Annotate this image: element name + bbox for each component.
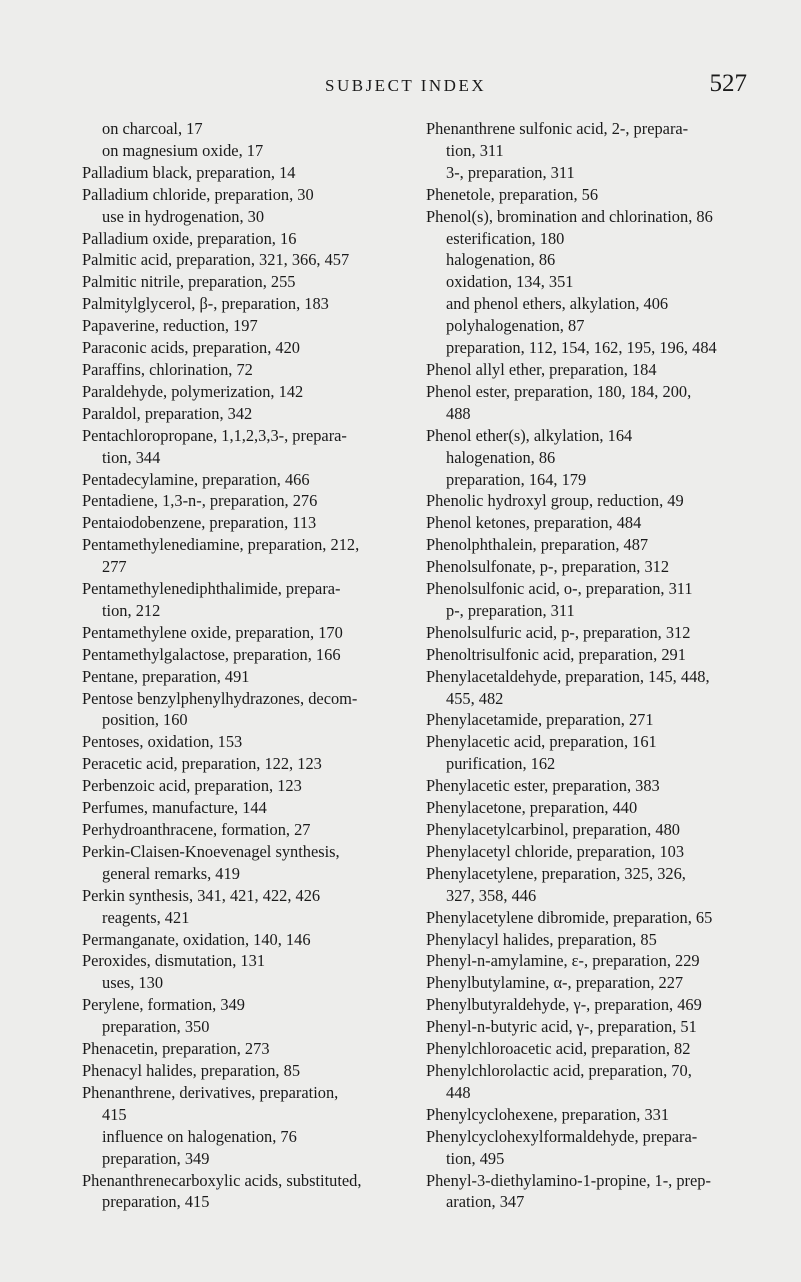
index-entry-line: Phenanthrene sulfonic acid, 2-, prepara- xyxy=(426,119,689,138)
index-entry xyxy=(426,775,746,797)
index-entry-line: Pentamethylenediamine, preparation, 212, xyxy=(82,535,360,555)
index-entry xyxy=(82,293,400,315)
index-entry-line: Phenylchloroacetic acid, preparation, 82 xyxy=(426,1039,691,1059)
index-entry-line: Phenacyl halides, preparation, 85 xyxy=(82,1060,301,1080)
index-entry xyxy=(82,315,400,337)
index-entry xyxy=(82,403,400,425)
index-entry-line: Paraldol, preparation, 342 xyxy=(82,403,253,423)
index-subentry xyxy=(426,600,746,622)
index-entry-line: Peroxides, dismutation, 131 xyxy=(82,951,266,971)
index-entry xyxy=(426,1016,746,1038)
index-entry-line: esterification, 180 xyxy=(446,228,565,248)
index-entry-line: oxidation, 134, 351 xyxy=(446,272,574,292)
index-entry xyxy=(426,819,746,841)
index-entry-line: Pentadiene, 1,3-n-, preparation, 276 xyxy=(82,491,318,511)
index-entry xyxy=(82,775,400,797)
index-entry-line: Phenanthrene, derivatives, preparation, xyxy=(82,1082,339,1102)
index-entry-line: halogenation, 86 xyxy=(446,447,556,467)
index-entry-line: Palmitic acid, preparation, 321, 366, 457 xyxy=(82,250,350,270)
index-subentry xyxy=(82,206,400,228)
index-entry-line: Phenylcyclohexene, preparation, 331 xyxy=(426,1104,670,1124)
index-column-left xyxy=(82,118,400,1213)
index-entry-line: general remarks, 419 xyxy=(102,863,240,883)
index-entry xyxy=(426,1038,746,1060)
index-entry xyxy=(82,490,400,512)
index-entry xyxy=(82,512,400,534)
index-entry-line: Phenanthrenecarboxylic acids, substituted, xyxy=(82,1170,362,1190)
index-entry-line: Perhydroanthracene, formation, 27 xyxy=(82,820,311,839)
index-entry-line: Phenylchlorolactic acid, preparation, 70, xyxy=(426,1060,692,1080)
index-entry xyxy=(426,359,746,381)
index-entry xyxy=(82,271,400,293)
index-entry-line: Phenylacetic acid, preparation, 161 xyxy=(426,732,657,752)
index-entry-line: Phenol ether(s), alkylation, 164 xyxy=(426,425,633,445)
index-entry-line: Pentane, preparation, 491 xyxy=(82,666,250,686)
index-entry-line: tion, 344 xyxy=(102,447,161,467)
index-entry-line: purification, 162 xyxy=(446,754,556,774)
index-entry-line: Phenylacetyl chloride, preparation, 103 xyxy=(426,841,685,861)
index-entry-line: Perkin synthesis, 341, 421, 422, 426 xyxy=(82,885,321,905)
index-entry-line: Phenoltrisulfonic acid, preparation, 291 xyxy=(426,644,686,664)
index-subentry xyxy=(426,469,746,491)
index-entry xyxy=(82,819,400,841)
index-entry-line: Phenolic hydroxyl group, reduction, 49 xyxy=(426,491,684,511)
index-entry-line: Pentadecylamine, preparation, 466 xyxy=(82,469,310,489)
index-entry xyxy=(426,381,746,425)
index-entry xyxy=(82,622,400,644)
index-entry xyxy=(426,425,746,447)
index-entry xyxy=(426,1060,746,1104)
index-subentry xyxy=(82,1126,400,1148)
index-entry-line: Phenolphthalein, preparation, 487 xyxy=(426,535,649,555)
page-number: 527 xyxy=(709,70,747,97)
index-entry-line: preparation, 349 xyxy=(102,1148,210,1168)
index-entry-line: Phenylbutylamine, α-, preparation, 227 xyxy=(426,973,684,993)
index-entry-line: Phenolsulfonate, p-, preparation, 312 xyxy=(426,557,670,577)
index-entry-line: 327, 358, 446 xyxy=(446,885,537,905)
index-entry-line: Palladium oxide, preparation, 16 xyxy=(82,228,297,248)
index-subentry xyxy=(426,293,746,315)
index-entry xyxy=(426,907,746,929)
index-entry-line: Palladium black, preparation, 14 xyxy=(82,162,296,182)
index-entry-line: reagents, 421 xyxy=(102,907,190,927)
index-entry-line: Phenylacetylene, preparation, 325, 326, xyxy=(426,863,686,883)
index-entry-line: Phenylacetylene dibromide, preparation, 65 xyxy=(426,907,713,927)
index-entry xyxy=(426,994,746,1016)
index-entry-line: Pentoses, oxidation, 153 xyxy=(82,732,243,752)
index-entry xyxy=(82,929,400,951)
index-entry xyxy=(82,1170,400,1214)
index-entry xyxy=(82,469,400,491)
index-entry-line: Palmitic nitrile, preparation, 255 xyxy=(82,272,296,292)
index-entry-line: Perylene, formation, 349 xyxy=(82,995,245,1015)
index-entry xyxy=(426,863,746,907)
index-subentry xyxy=(82,972,400,994)
index-entry xyxy=(82,228,400,250)
index-entry-line: Phenylacyl halides, preparation, 85 xyxy=(426,929,657,949)
index-entry xyxy=(82,534,400,578)
index-subentry xyxy=(426,315,746,337)
index-entry xyxy=(426,1170,746,1214)
index-entry-line: polyhalogenation, 87 xyxy=(446,316,585,336)
index-entry xyxy=(426,118,746,162)
index-subentry xyxy=(82,1148,400,1170)
index-entry-line: Palmitylglycerol, β-, preparation, 183 xyxy=(82,294,329,314)
index-subentry xyxy=(426,447,746,469)
index-entry-line: tion, 212 xyxy=(102,600,161,620)
index-entry-line: Pentachloropropane, 1,1,2,3,3-, prepara- xyxy=(82,425,347,445)
index-entry xyxy=(82,337,400,359)
index-entry xyxy=(426,731,746,753)
index-entry-line: aration, 347 xyxy=(446,1192,525,1212)
index-entry-line: Paraconic acids, preparation, 420 xyxy=(82,338,301,358)
index-entry-line: Phenylacetylcarbinol, preparation, 480 xyxy=(426,820,680,839)
index-entry-line: Pentose benzylphenylhydrazones, decom- xyxy=(82,688,358,708)
index-entry xyxy=(426,512,746,534)
index-entry xyxy=(82,841,400,885)
index-entry-line: Paraldehyde, polymerization, 142 xyxy=(82,381,304,401)
index-column-right xyxy=(426,118,746,1213)
index-entry-line: Pentaiodobenzene, preparation, 113 xyxy=(82,513,317,533)
index-entry xyxy=(82,1038,400,1060)
index-entry-line: Phenyl-n-amylamine, ε-, preparation, 229 xyxy=(426,951,700,971)
index-entry-line: Phenylbutyraldehyde, γ-, preparation, 469 xyxy=(426,995,702,1015)
index-entry-line: Pentamethylenediphthalimide, prepara- xyxy=(82,579,341,599)
index-entry-line: 277 xyxy=(102,557,127,577)
index-entry-line: Phenolsulfonic acid, o-, preparation, 311 xyxy=(426,579,693,599)
index-entry-line: Phenylacetone, preparation, 440 xyxy=(426,798,638,818)
index-entry xyxy=(426,644,746,666)
index-entry xyxy=(426,556,746,578)
index-entry-line: preparation, 415 xyxy=(102,1192,210,1212)
index-entry xyxy=(426,841,746,863)
index-entry-line: Phenolsulfuric acid, p-, preparation, 312 xyxy=(426,622,691,642)
index-entry-line: tion, 495 xyxy=(446,1148,505,1168)
index-entry xyxy=(426,534,746,556)
index-entry-line: and phenol ethers, alkylation, 406 xyxy=(446,294,669,314)
index-entry xyxy=(426,929,746,951)
index-entry-line: Perbenzoic acid, preparation, 123 xyxy=(82,776,302,796)
index-entry xyxy=(82,359,400,381)
index-entry-line: p-, preparation, 311 xyxy=(446,600,575,620)
index-entry xyxy=(82,885,400,907)
index-entry-line: 448 xyxy=(446,1082,471,1102)
index-entry-line: Phenylacetic ester, preparation, 383 xyxy=(426,776,660,796)
index-entry xyxy=(426,950,746,972)
index-entry-line: preparation, 164, 179 xyxy=(446,469,587,489)
index-subentry xyxy=(82,140,400,162)
index-entry-line: Phenol allyl ether, preparation, 184 xyxy=(426,359,657,379)
index-entry xyxy=(82,184,400,206)
index-subentry xyxy=(82,907,400,929)
index-entry-line: 3-, preparation, 311 xyxy=(446,162,575,182)
index-entry-line: Phenylacetaldehyde, preparation, 145, 448, xyxy=(426,666,710,686)
index-entry-line: Phenol(s), bromination and chlorination, 86 xyxy=(426,206,713,226)
index-entry xyxy=(82,644,400,666)
index-entry xyxy=(82,1060,400,1082)
index-entry xyxy=(426,184,746,206)
index-entry-line: Paraffins, chlorination, 72 xyxy=(82,359,253,379)
index-entry-line: Phenacetin, preparation, 273 xyxy=(82,1039,270,1059)
index-subentry xyxy=(426,162,746,184)
index-entry xyxy=(426,797,746,819)
index-entry-line: Phenol ester, preparation, 180, 184, 200, xyxy=(426,381,692,401)
index-entry xyxy=(82,994,400,1016)
index-subentry xyxy=(82,118,400,140)
index-entry-line: on charcoal, 17 xyxy=(102,119,203,138)
index-entry xyxy=(426,972,746,994)
index-entry-line: Phenylacetamide, preparation, 271 xyxy=(426,710,654,730)
index-entry-line: Pentamethylene oxide, preparation, 170 xyxy=(82,622,343,642)
index-entry-line: influence on halogenation, 76 xyxy=(102,1126,297,1146)
index-entry-line: Pentamethylgalactose, preparation, 166 xyxy=(82,644,341,664)
index-entry xyxy=(426,1104,746,1126)
index-entry xyxy=(426,666,746,710)
index-entry-line: Phenylcyclohexylformaldehyde, prepara- xyxy=(426,1126,698,1146)
index-entry xyxy=(426,709,746,731)
index-entry xyxy=(426,578,746,600)
index-entry xyxy=(426,490,746,512)
index-entry-line: Papaverine, reduction, 197 xyxy=(82,316,258,336)
index-entry xyxy=(82,162,400,184)
index-entry-line: on magnesium oxide, 17 xyxy=(102,140,264,160)
index-entry xyxy=(82,425,400,469)
index-entry xyxy=(82,797,400,819)
index-subentry xyxy=(426,753,746,775)
index-entry-line: Peracetic acid, preparation, 122, 123 xyxy=(82,754,322,774)
index-entry xyxy=(82,731,400,753)
index-entry xyxy=(426,206,746,228)
index-entry xyxy=(82,249,400,271)
index-entry-line: halogenation, 86 xyxy=(446,250,556,270)
index-entry xyxy=(82,381,400,403)
index-entry-line: Phenetole, preparation, 56 xyxy=(426,184,599,204)
index-entry-line: Phenyl-3-diethylamino-1-propine, 1-, prep- xyxy=(426,1170,711,1190)
index-entry-line: preparation, 350 xyxy=(102,1017,210,1037)
index-entry-line: use in hydrogenation, 30 xyxy=(102,206,265,226)
index-entry-line: position, 160 xyxy=(102,710,188,730)
index-entry-line: Palladium chloride, preparation, 30 xyxy=(82,184,314,204)
running-head-title: SUBJECT INDEX xyxy=(325,76,487,95)
index-entry xyxy=(426,622,746,644)
index-subentry xyxy=(82,1016,400,1038)
index-entry-line: uses, 130 xyxy=(102,973,164,993)
index-entry-line: 415 xyxy=(102,1104,127,1124)
index-entry-line: Permanganate, oxidation, 140, 146 xyxy=(82,929,311,949)
index-entry xyxy=(82,753,400,775)
index-entry-line: Phenol ketones, preparation, 484 xyxy=(426,513,642,533)
index-entry xyxy=(82,578,400,622)
index-entry-line: Perfumes, manufacture, 144 xyxy=(82,798,267,818)
index-subentry xyxy=(426,337,746,359)
index-entry-line: 455, 482 xyxy=(446,688,504,708)
index-entry-line: 488 xyxy=(446,403,471,423)
index-entry-line: Phenyl-n-butyric acid, γ-, preparation, 51 xyxy=(426,1017,697,1037)
index-entry-line: tion, 311 xyxy=(446,140,504,160)
index-entry-line: Perkin-Claisen-Knoevenagel synthesis, xyxy=(82,841,340,861)
index-subentry xyxy=(426,271,746,293)
index-entry xyxy=(426,1126,746,1170)
index-entry xyxy=(82,950,400,972)
index-subentry xyxy=(426,228,746,250)
index-entry xyxy=(82,688,400,732)
index-entry-line: preparation, 112, 154, 162, 195, 196, 484 xyxy=(446,338,717,358)
index-entry xyxy=(82,666,400,688)
index-subentry xyxy=(426,249,746,271)
running-head xyxy=(0,72,801,102)
index-entry xyxy=(82,1082,400,1126)
